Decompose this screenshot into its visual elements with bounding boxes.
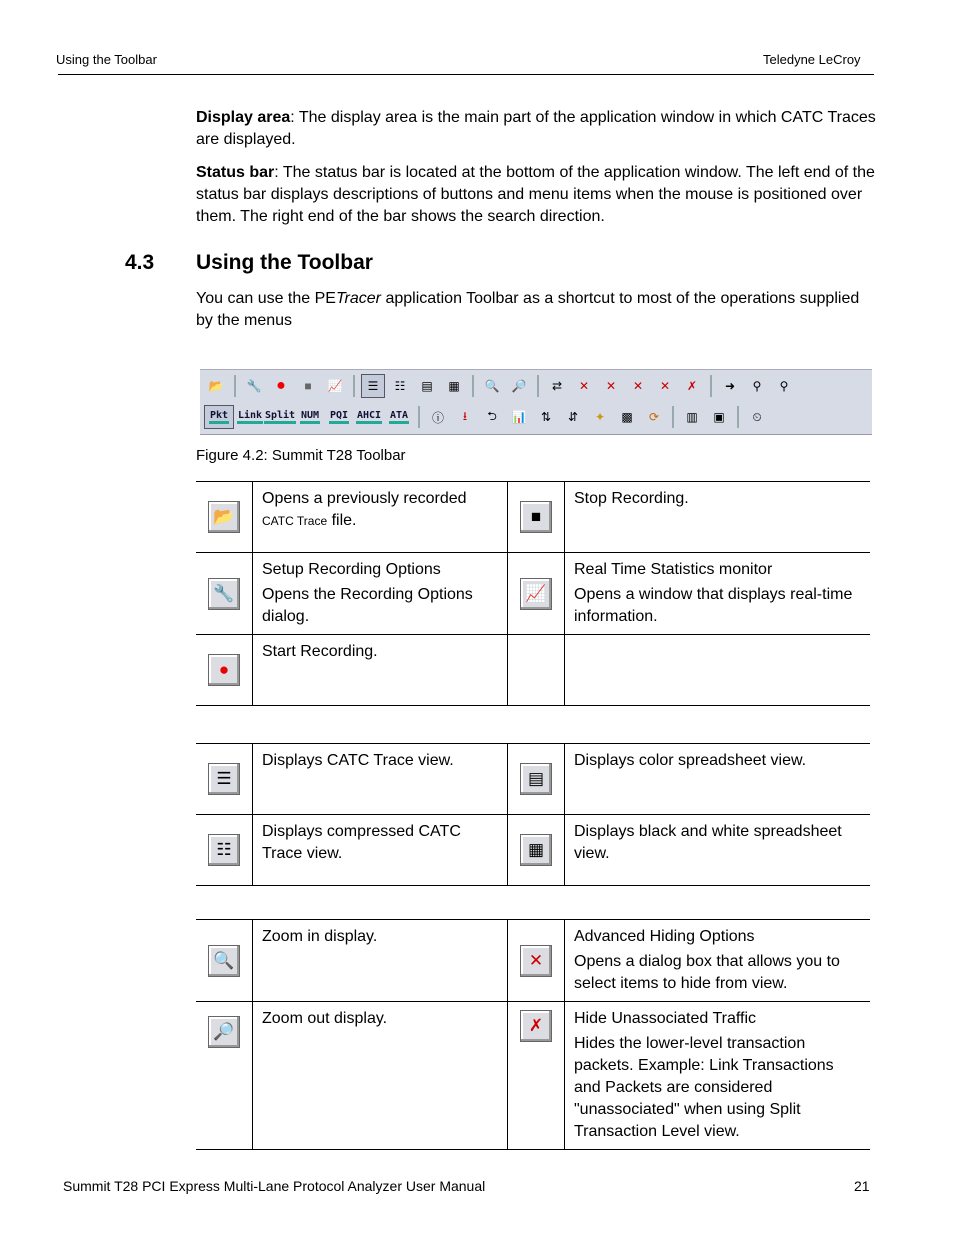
goto-icon[interactable]: ➜: [724, 379, 736, 393]
sort-icon[interactable]: ⇅: [540, 410, 552, 424]
hide-adv-icon[interactable]: ✕: [659, 379, 671, 393]
ahci-level-button[interactable]: AHCI: [355, 405, 383, 429]
find-next-icon[interactable]: ⚲: [779, 379, 789, 393]
toolbar-separator: [537, 375, 539, 397]
header-rule: [58, 74, 874, 75]
section-body-post: application Toolbar as a shortcut to most of the operations supplied by the menus: [196, 290, 860, 329]
open-desc: Opens a previously recorded: [262, 490, 467, 507]
toolbar-separator: [353, 375, 355, 397]
catc-trace-desc: Displays CATC Trace view.: [253, 744, 508, 815]
toolbar-row-1: [204, 372, 796, 400]
open-desc-small: CATC Trace: [262, 514, 328, 528]
setup-desc: Opens the Recording Options dialog.: [262, 586, 473, 625]
rt-stats-desc: Opens a window that displays real-time information.: [574, 586, 853, 625]
grid-icon[interactable]: ▩: [621, 410, 633, 424]
ata-level-button[interactable]: ATA: [386, 405, 412, 429]
timer-icon[interactable]: ⏲: [752, 409, 762, 424]
zoom-in-icon[interactable]: 🔍: [484, 379, 500, 393]
bw-sheet-icon[interactable]: ▦: [448, 379, 460, 393]
bw-sheet-icon: ▦: [520, 834, 552, 866]
toolbar-separator: [710, 375, 712, 397]
compressed-icon[interactable]: ☷: [394, 379, 406, 393]
section-body-italic: Tracer: [335, 290, 382, 307]
display-area-text: : The display area is the main part of the application window in which CATC Traces are displayed.: [196, 109, 876, 148]
pkt-level-button[interactable]: Pkt: [204, 405, 234, 429]
binary-icon[interactable]: ▥: [686, 410, 698, 424]
bar-chart-icon[interactable]: 📊: [511, 410, 527, 424]
table-row: [196, 482, 870, 553]
table-row: [196, 744, 870, 815]
display-area-paragraph: [196, 107, 876, 151]
display-area-term: Display area: [196, 109, 291, 126]
record-icon[interactable]: ●: [276, 377, 286, 394]
footer-title: Summit T28 PCI Express Multi-Lane Protocol Analyzer User Manual: [63, 1178, 486, 1194]
rt-stats-icon: 📈: [520, 578, 552, 610]
section-number: 4.3: [125, 251, 155, 274]
hide-ack-icon[interactable]: ✕: [605, 379, 617, 393]
stop-icon[interactable]: ■: [304, 379, 312, 393]
bus-icon[interactable]: ✦: [594, 410, 606, 424]
find-icon[interactable]: ⚲: [752, 379, 762, 393]
toolbar-figure: [200, 369, 872, 435]
filter-icon[interactable]: ⇄: [551, 379, 563, 393]
compressed-icon: ☷: [208, 834, 240, 866]
table-row: [196, 553, 870, 635]
zoom-in-desc: Zoom in display.: [253, 920, 508, 1002]
bw-sheet-desc: Displays black and white spreadsheet view.: [565, 815, 871, 886]
hide-unassoc-icon[interactable]: ✗: [686, 379, 698, 393]
compressed-desc: Displays compressed CATC Trace view.: [253, 815, 508, 886]
icon-table-zoom-hide: [196, 919, 870, 1150]
color-sheet-desc: Displays color spreadsheet view.: [565, 744, 871, 815]
unassoc-desc: Hides the lower-level transaction packets. Example: Link Transactions and Packets are considered "unassociated" when using Split Transaction Level view.: [574, 1035, 834, 1140]
section-body-pre: You can use the PE: [196, 290, 336, 307]
hide-icon[interactable]: ✕: [578, 379, 590, 393]
unassoc-title: Hide Unassociated Traffic: [574, 1010, 757, 1027]
rt-stats-icon[interactable]: 📈: [327, 379, 343, 393]
pqi-level-button[interactable]: PQI: [326, 405, 352, 429]
section-title: Using the Toolbar: [196, 251, 373, 274]
num-level-button[interactable]: NUM: [297, 405, 323, 429]
toolbar-separator: [418, 406, 420, 428]
zoom-out-icon[interactable]: 🔎: [511, 379, 527, 393]
icon-table-views: [196, 743, 870, 886]
info-icon[interactable]: ⓘ: [431, 410, 444, 425]
page-number: 21: [854, 1178, 870, 1194]
stop-desc: Stop Recording.: [565, 482, 871, 553]
export-icon[interactable]: ⭳: [462, 408, 468, 423]
toolbar-row-2: [204, 403, 769, 431]
toolbar-separator: [472, 375, 474, 397]
color-sheet-icon: ▤: [520, 763, 552, 795]
setup-tools-icon[interactable]: 🔧: [246, 379, 262, 393]
setup-title: Setup Recording Options: [262, 561, 441, 578]
rt-stats-title: Real Time Statistics monitor: [574, 561, 773, 578]
toolbar-separator: [234, 375, 236, 397]
icon-table-recording: [196, 481, 870, 706]
open-folder-icon: 📂: [208, 501, 240, 533]
catc-trace-icon[interactable]: ☰: [361, 374, 385, 398]
status-bar-text: : The status bar is located at the bottom of the application window. The left end of the status bar displays descriptions of buttons and menu items when the mouse is positioned over them. The right end of the bar shows the search direction.: [196, 164, 875, 225]
open-desc-tail: file.: [327, 512, 357, 529]
header-right: Teledyne LeCroy: [763, 52, 861, 67]
figure-caption: Figure 4.2: Summit T28 Toolbar: [196, 447, 406, 464]
table-row: [196, 920, 870, 1002]
zoom-in-icon: 🔍: [208, 945, 240, 977]
import-icon[interactable]: ⮌: [487, 408, 497, 423]
zoom-out-desc: Zoom out display.: [253, 1002, 508, 1150]
section-body: [196, 288, 876, 332]
setup-tools-icon: 🔧: [208, 578, 240, 610]
cycle-icon[interactable]: ⟳: [648, 410, 660, 424]
toolbar-separator: [737, 406, 739, 428]
open-folder-icon[interactable]: 📂: [208, 379, 224, 393]
table-row: [196, 815, 870, 886]
split-level-button[interactable]: Split: [266, 405, 294, 429]
toolbar-separator: [672, 406, 674, 428]
hide-adv-icon: ✕: [520, 945, 552, 977]
stop-icon: ■: [520, 501, 552, 533]
status-bar-paragraph: [196, 162, 876, 228]
hide-retry-icon[interactable]: ✕: [632, 379, 644, 393]
link-level-button[interactable]: Link: [237, 405, 263, 429]
color-sheet-icon[interactable]: ▤: [421, 379, 433, 393]
adv-hide-desc: Opens a dialog box that allows you to select items to hide from view.: [574, 953, 840, 992]
table-row: [196, 1002, 870, 1150]
hide-unassoc-icon: ✗: [520, 1010, 552, 1042]
zoom-out-icon: 🔎: [208, 1016, 240, 1048]
record-icon: ●: [208, 654, 240, 686]
table-row: [196, 635, 870, 706]
list-sort-icon[interactable]: ⇵: [567, 410, 579, 424]
layout-icon[interactable]: ▣: [713, 410, 725, 424]
catc-trace-icon: ☰: [208, 763, 240, 795]
record-desc: Start Recording.: [253, 635, 508, 706]
header-left: Using the Toolbar: [56, 52, 157, 67]
adv-hide-title: Advanced Hiding Options: [574, 928, 755, 945]
status-bar-term: Status bar: [196, 164, 275, 181]
